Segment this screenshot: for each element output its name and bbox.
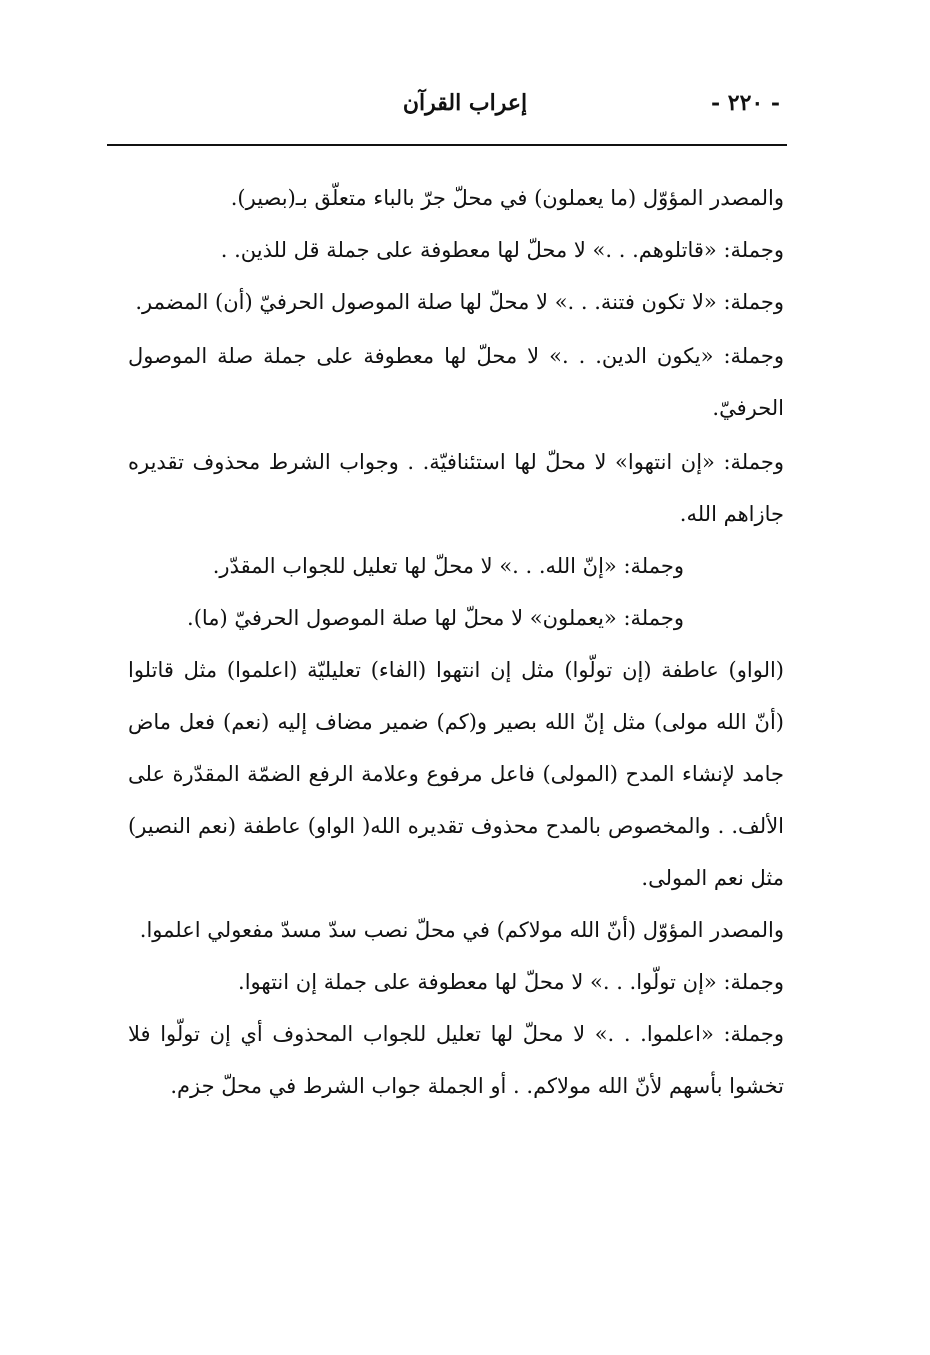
paragraph-2: وجملة: «قاتلوهم. . .» لا محلّ لها معطوفة على جملة قل للذين. .	[220, 238, 784, 262]
page-header	[0, 86, 930, 126]
paragraph-4: وجملة: «يكون الدين. . .» لا محلّ لها معطوفة على جملة صلة الموصول الحرفيّ.	[128, 344, 784, 420]
paragraph-7: وجملة: «يعملون» لا محلّ لها صلة الموصول الحرفيّ (ما).	[187, 606, 684, 630]
page-number: - ٢٢٠ -	[710, 90, 780, 116]
paragraph-5: وجملة: «إن انتهوا» لا محلّ لها استئنافيّة. . وجواب الشرط محذوف تقديره جازاهم الله.	[128, 450, 784, 526]
header-rule	[107, 144, 787, 146]
body-text	[128, 172, 784, 1112]
paragraph-3: وجملة: «لا تكون فتنة. . .» لا محلّ لها صلة الموصول الحرفيّ (أن) المضمر.	[135, 290, 784, 314]
paragraph-11: وجملة: «اعلموا. . .» لا محلّ لها تعليل للجواب المحذوف أي إن تولّوا فلا تخشوا بأسهم لأنّ الله مولاكم. . أو الجملة جواب الشرط في محلّ جزم.	[128, 1022, 784, 1098]
paragraph-1: والمصدر المؤوّل (ما يعملون) في محلّ جرّ بالباء متعلّق بـ(بصير).	[230, 186, 784, 210]
paragraph-6: وجملة: «إنّ الله. . .» لا محلّ لها تعليل للجواب المقدّر.	[212, 554, 684, 578]
book-title: إعراب القرآن	[402, 90, 528, 116]
paragraph-8: (الواو) عاطفة (إن تولّوا) مثل إن انتهوا (الفاء) تعليليّة (اعلموا) مثل قاتلوا (أنّ الله مولى) مثل إنّ الله بصير و(كم) ضمير مضاف إليه (نعم) فعل ماض جامد لإنشاء المدح (المولى) فاعل مرفوع وعلامة الرفع الضمّة المقدّرة على الألف. . والمخصوص بالمدح محذوف تقديره الله( الواو) عاطفة (نعم النصير) مثل نعم المولى.	[128, 658, 784, 890]
paragraph-10: وجملة: «إن تولّوا. . .» لا محلّ لها معطوفة على جملة إن انتهوا.	[238, 970, 784, 994]
paragraph-9: والمصدر المؤوّل (أنّ الله مولاكم) في محلّ نصب سدّ مسدّ مفعولي اعلموا.	[139, 918, 784, 942]
